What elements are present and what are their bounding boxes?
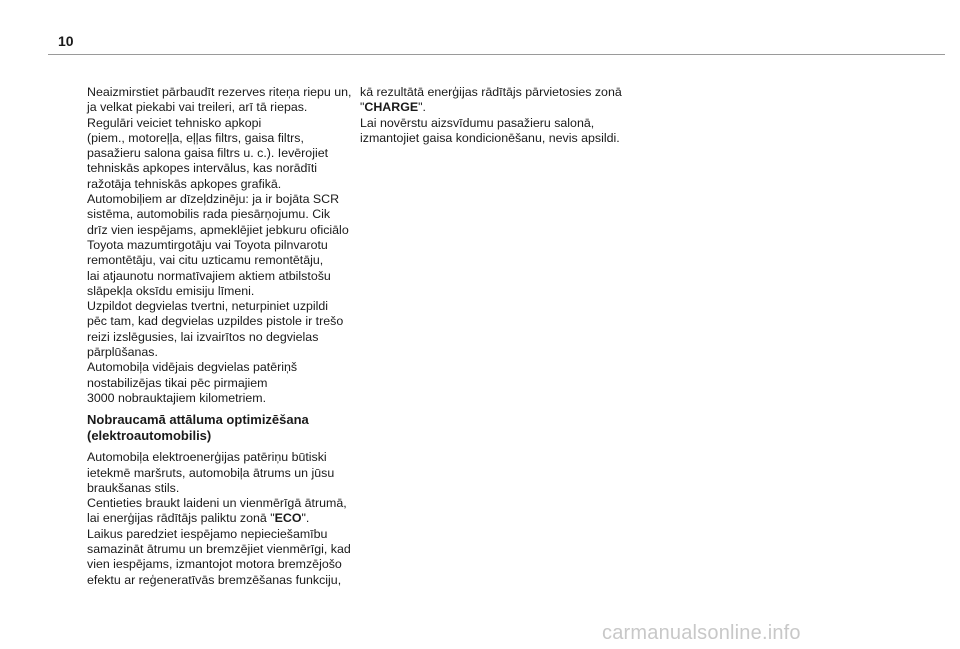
- text-line: ietekmē maršruts, automobiļa ātrums un jūsu: [87, 465, 335, 480]
- text-line: reizi izslēgusies, lai izvairītos no degvielas: [87, 329, 319, 344]
- text-line: Neaizmirstiet pārbaudīt rezerves riteņa riepu un,: [87, 85, 352, 99]
- text-line: Centieties braukt laideni un vienmērīgā ātrumā,: [87, 496, 347, 511]
- paragraph-maintenance: [87, 85, 352, 406]
- text-line: efektu ar reģeneratīvās bremzēšanas funkciju,: [87, 572, 342, 587]
- charge-line-prefix: ": [360, 100, 365, 115]
- left-text-column: [87, 85, 352, 588]
- watermark: carmanualsonline.info: [602, 622, 801, 644]
- section-heading: [87, 412, 349, 444]
- text-line: remontētāju, vai citu uzticamu remontētāju,: [87, 253, 324, 268]
- text-line: kā rezultātā enerģijas rādītājs pārvietosies zonā: [360, 85, 622, 99]
- eco-zone-label: ECO: [274, 511, 302, 526]
- text-line: pārplūšanas.: [87, 345, 158, 360]
- text-line: tehniskās apkopes intervālus, kas norādīti: [87, 161, 318, 176]
- text-line: braukšanas stils.: [87, 480, 180, 495]
- charge-zone-label: CHARGE: [364, 100, 419, 115]
- eco-line: [87, 511, 349, 526]
- text-line: Laikus paredziet iespējamo nepieciešamību: [87, 526, 328, 541]
- text-line: izmantojiet gaisa kondicionēšanu, nevis apsildi.: [360, 130, 620, 145]
- eco-line-suffix: ".: [301, 511, 310, 526]
- charge-line: [360, 100, 622, 115]
- text-line: Lai novērstu aizsvīdumu pasažieru salonā,: [360, 115, 595, 130]
- header-divider: [48, 54, 945, 55]
- right-text-column: [360, 85, 622, 146]
- text-line: lai atjaunotu normatīvajiem aktiem atbilstošu: [87, 268, 331, 283]
- text-line: ražotāja tehniskās apkopes grafikā.: [87, 176, 282, 191]
- text-line: pasažieru salona gaisa filtrs u. c.). Ievērojiet: [87, 146, 329, 161]
- text-line: drīz vien iespējams, apmeklējiet jebkuru oficiālo: [87, 222, 349, 237]
- text-line: Automobiļiem ar dīzeļdzinēju: ja ir bojāta SCR: [87, 192, 340, 207]
- text-line: Regulāri veiciet tehnisko apkopi: [87, 115, 262, 130]
- paragraph-driving-range: [87, 450, 349, 588]
- text-line: vien iespējams, izmantojot motora bremzējošo: [87, 557, 342, 572]
- text-line: slāpekļa oksīdu emisiju līmeni.: [87, 283, 255, 298]
- page-number: 10: [58, 33, 74, 49]
- text-line: 3000 nobrauktajiem kilometriem.: [87, 390, 267, 405]
- text-line: Automobiļa vidējais degvielas patēriņš: [87, 360, 298, 375]
- text-line: sistēma, automobilis rada piesārņojumu. Cik: [87, 207, 331, 222]
- text-line: Uzpildot degvielas tvertni, neturpiniet uzpildi: [87, 299, 329, 314]
- charge-line-suffix: ".: [418, 100, 426, 115]
- text-line: pēc tam, kad degvielas uzpildes pistole ir trešo: [87, 314, 344, 329]
- text-line: samazināt ātrumu un bremzējiet vienmērīgi, kad: [87, 542, 351, 557]
- eco-line-prefix: lai enerģijas rādītājs paliktu zonā ": [87, 511, 275, 526]
- text-line: (piem., motoreļļa, eļļas filtrs, gaisa filtrs,: [87, 130, 304, 145]
- heading-line: Nobraucamā attāluma optimizēšana: [87, 412, 309, 428]
- text-line: nostabilizējas tikai pēc pirmajiem: [87, 375, 268, 390]
- text-line: ja velkat piekabi vai treileri, arī tā riepas.: [87, 100, 308, 115]
- text-line: Automobiļa elektroenerģijas patēriņu būtiski: [87, 450, 327, 465]
- heading-line: (elektroautomobilis): [87, 428, 212, 444]
- text-line: Toyota mazumtirgotāju vai Toyota pilnvarotu: [87, 237, 328, 252]
